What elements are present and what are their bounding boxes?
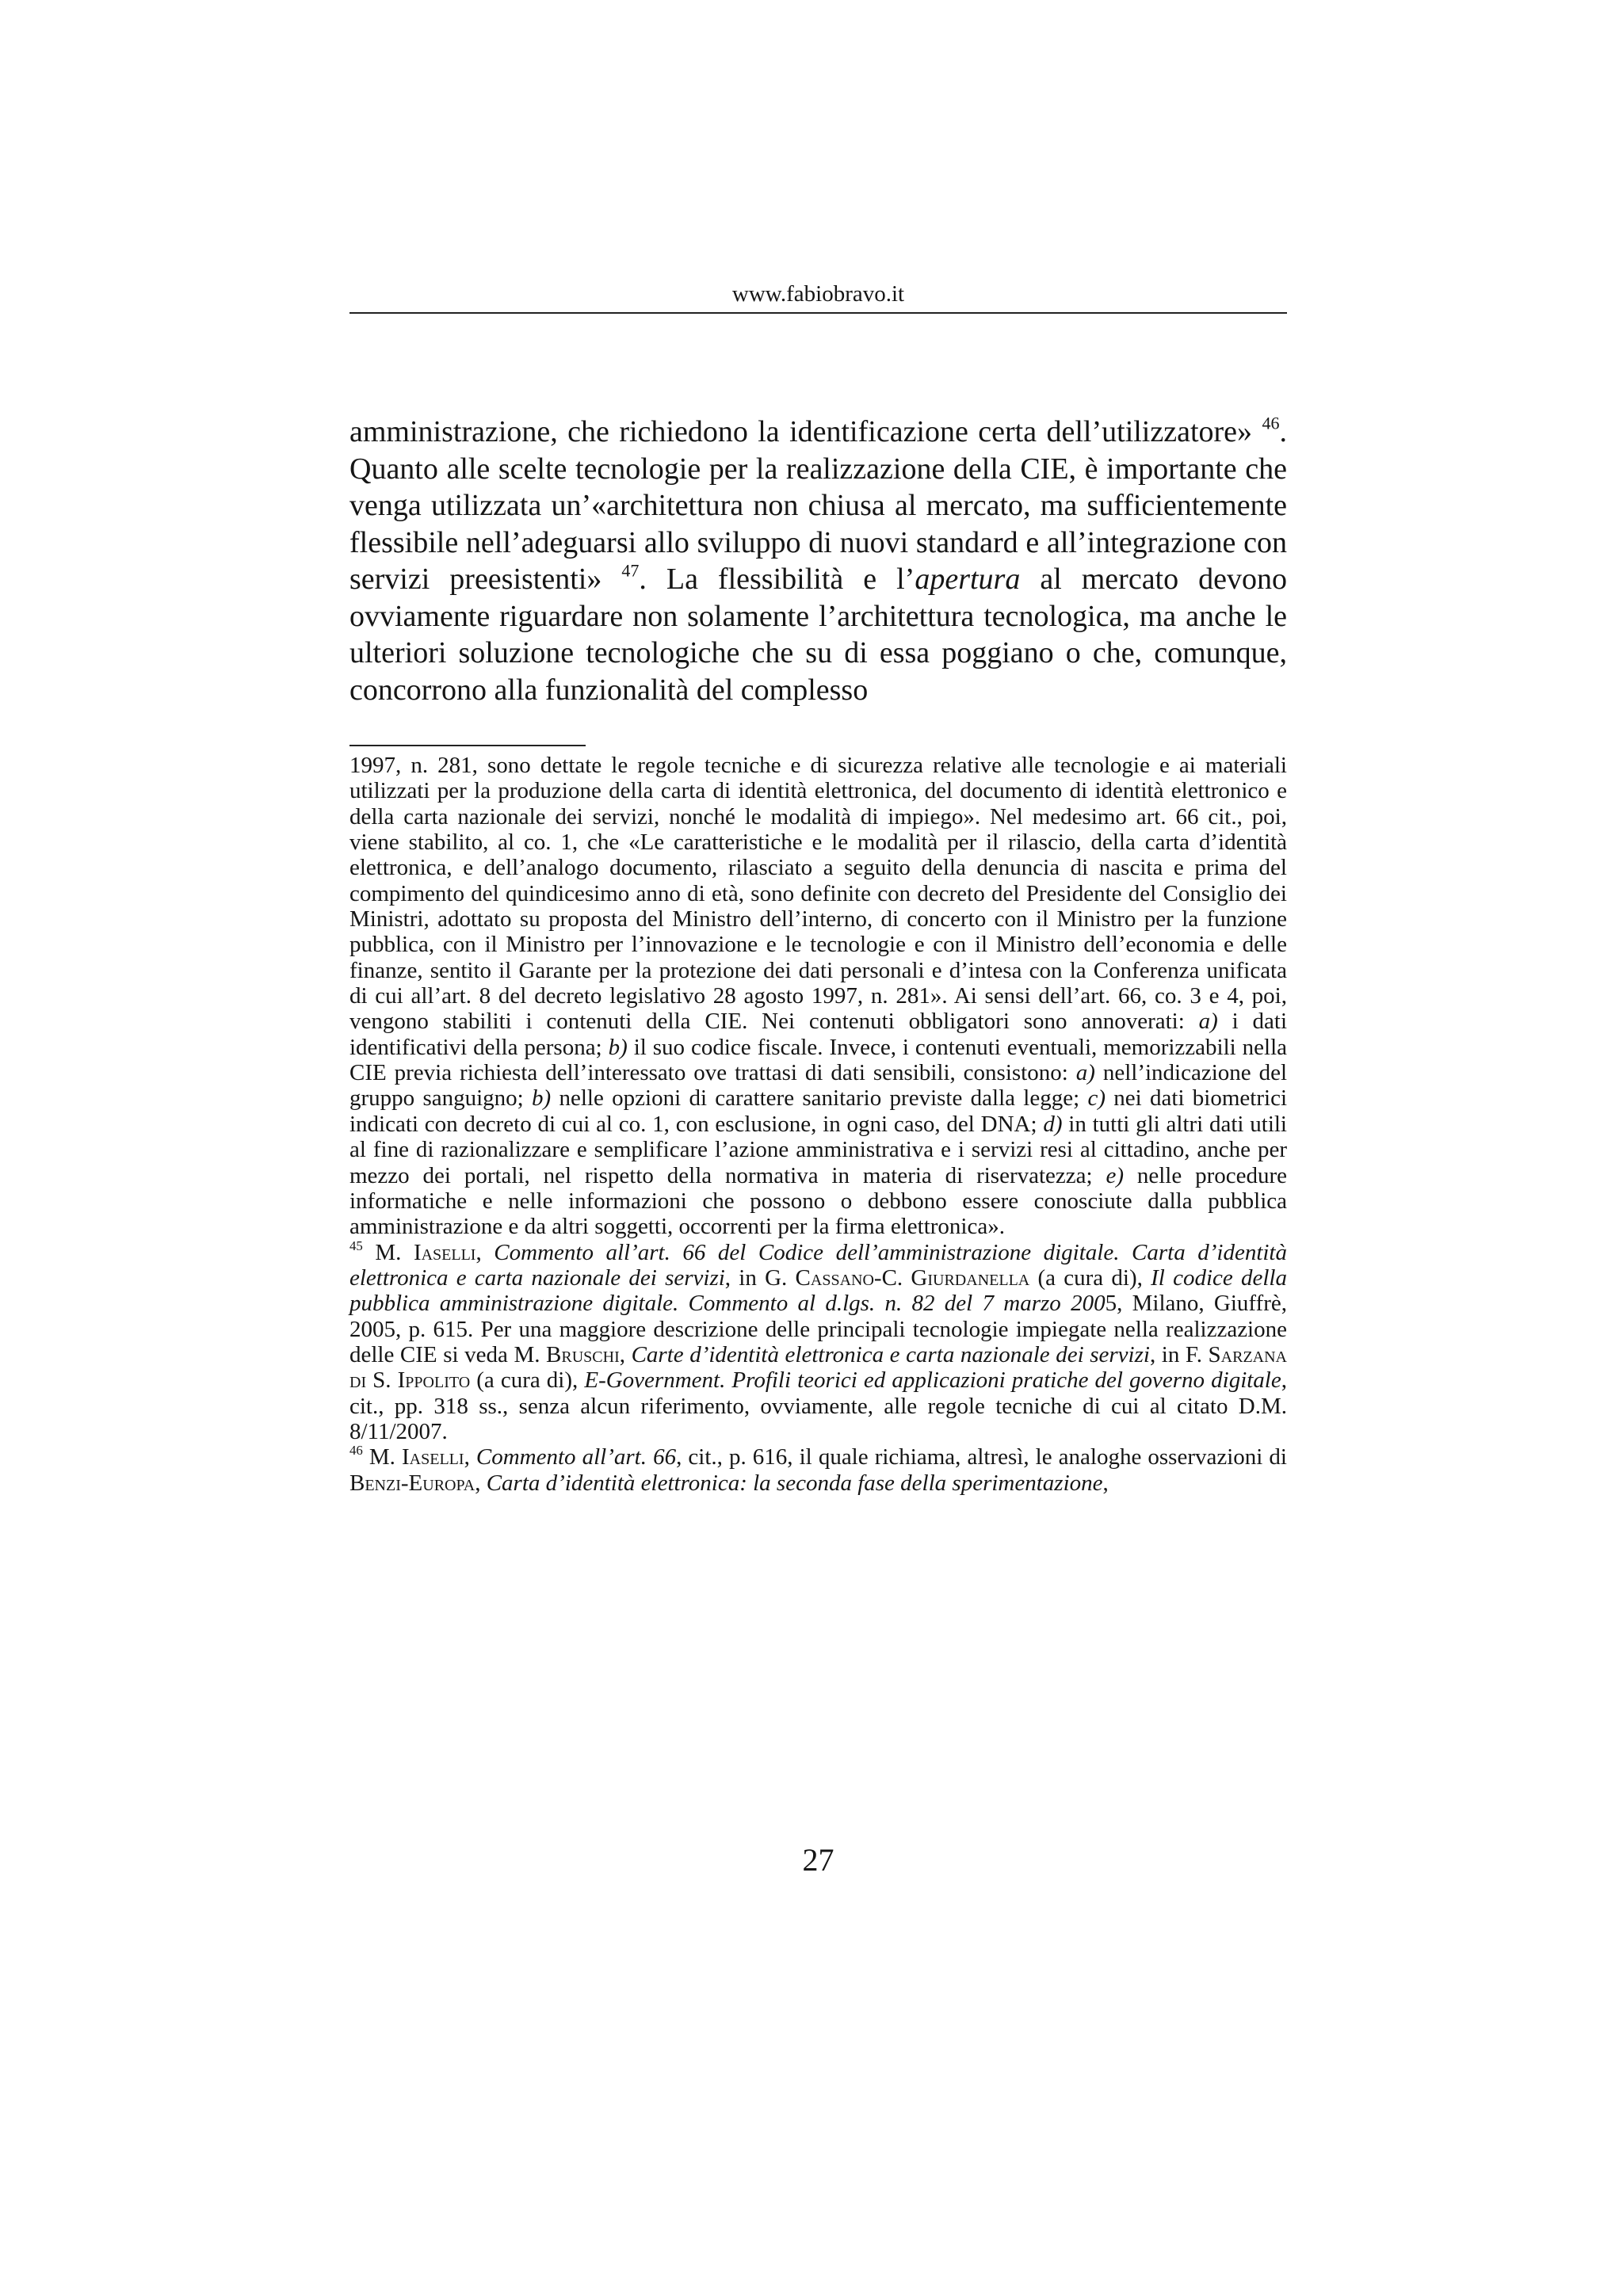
footnote-italic: a): [1198, 1009, 1218, 1035]
footnote-continued: [349, 753, 1287, 1240]
footnote-45: [349, 1240, 1287, 1445]
body-emphasis: apertura: [915, 563, 1021, 596]
footnote-46: [349, 1444, 1287, 1496]
footnote-text: , cit., pp. 318 ss., senza alcun riferimento, ovviamente, alle regole tecniche di cui al citato D.M. 8/11/2007.: [349, 1367, 1287, 1444]
footnote-text: ,: [619, 1341, 632, 1367]
footnote-text: , in G.: [724, 1264, 796, 1291]
footnote-italic: e): [1106, 1162, 1124, 1188]
footnote-text: 1997, n. 281, sono dettate le regole tecniche e di sicurezza relative alle tecnologie e ai materiali utilizzati per la produzione della carta di identità elettronica, del documento di identità elettronico e della carta nazionale dei servizi, nonché le modalità di impiego». Nel medesimo art. 66 cit., poi, viene stabilito, al co. 1, che «Le caratteristiche e le modalità per il rilascio, della carta d’identità elettronica, e dell’analogo documento, rilasciato a seguito della denuncia di nascita e prima del compimento del quindicesimo anno di età, sono definite con decreto del Presidente del Consiglio dei Ministri, adottato su proposta del Ministro dell’interno, di concerto con il Ministro per la funzione pubblica, con il Ministro per l’innovazione e le tecnologie e con il Ministro dell’economia e delle finanze, sentito il Garante per la protezione dei dati personali e d’intesa con la Conferenza unificata di cui all’art. 8 del decreto legislativo 28 agosto 1997, n. 281». Ai sensi dell’art. 66, co. 3 e 4, poi, vengono stabiliti i contenuti della CIE. Nei contenuti obbligatori sono annoverati:: [349, 753, 1287, 1035]
citation-title: Carte d’identità elettronica e carta nazionale dei servizi: [631, 1341, 1150, 1367]
footnote-text: , in F.: [1149, 1341, 1209, 1367]
footnote-text: 5, Milano, Giuffrè, 2005, p. 615. Per una maggiore descrizione delle principali tecnologie impiegate nella realizzazione delle CIE si veda M.: [349, 1291, 1287, 1367]
author-name: Iaselli: [413, 1239, 476, 1265]
citation-title: Commento all’art. 66: [475, 1444, 677, 1470]
footnote-separator: [349, 745, 586, 746]
footnote-text: (a cura di),: [1029, 1264, 1151, 1291]
footnote-text: nelle procedure informatiche e nelle informazioni che possono o debbono essere conosciute dalla pubblica amministrazione e da altri soggetti, occorrenti per la firma elettronica».: [349, 1162, 1287, 1240]
body-text: amministrazione, che richiedono la identificazione certa dell’utilizzatore»: [349, 415, 1262, 448]
footnote-ref-47: 47: [621, 560, 640, 581]
author-name: Giurdanella: [911, 1264, 1030, 1291]
footnote-text: in tutti gli altri dati utili al fine di razionalizzare e semplificare l’azione amministrativa e i servizi resi al cittadino, anche per mezzo dei portali, nel rispetto della normativa in materia di riservatezza;: [349, 1111, 1287, 1188]
body-text: . La flessibilità e l’: [639, 563, 915, 596]
page-number: 27: [802, 1842, 834, 1878]
body-paragraph: [349, 414, 1287, 708]
footnote-text: ,: [1102, 1470, 1109, 1496]
footnote-text: M.: [362, 1239, 414, 1265]
footnote-italic: d): [1043, 1111, 1063, 1137]
footnote-italic: b): [608, 1034, 628, 1060]
citation-title: Commento all’art. 66 del Codice dell’amministrazione digitale. Carta d’identità elettronica e carta nazionale dei servizi: [349, 1239, 1287, 1291]
footnote-text: i dati identificativi della persona;: [349, 1009, 1288, 1060]
header-rule: [349, 312, 1287, 314]
footnote-italic: a): [1075, 1060, 1095, 1086]
footnotes: [349, 753, 1287, 1496]
footnote-number: 46: [349, 1443, 363, 1459]
citation-title: Il codice della pubblica amministrazione digitale. Commento al d.lgs. n. 82 del 7 marzo 200: [349, 1264, 1287, 1317]
body-text: . Quanto alle scelte tecnologie per la realizzazione della CIE, è importante che venga utilizzata un’«architettura non chiusa al mercato, ma sufficientemente flessibile nell’adeguarsi allo sviluppo di nuovi standard e all’integrazione con servizi preesistenti»: [349, 415, 1287, 596]
author-name: Bruschi: [546, 1341, 620, 1367]
author-name: Iaselli: [402, 1444, 464, 1470]
footnote-text: ,: [475, 1239, 495, 1265]
footnote-italic: c): [1087, 1085, 1106, 1112]
body-text: al mercato devono ovviamente riguardare non solamente l’architettura tecnologica, ma anche le ulteriori soluzione tecnologiche che su di essa poggiano o che, comunque, concorrono alla funzionalità del complesso: [349, 563, 1287, 707]
footnote-text: , cit., p. 616, il quale richiama, altresì, le analoghe osservazioni di: [676, 1444, 1287, 1470]
footnote-text: nei dati biometrici indicati con decreto di cui al co. 1, con esclusione, in ogni caso, del DNA;: [349, 1085, 1287, 1137]
citation-title: E-Government. Profili teorici ed applicazioni pratiche del governo digitale: [584, 1367, 1281, 1394]
footnote-text: (a cura di),: [470, 1367, 585, 1394]
footnote-text: nell’indicazione del gruppo sanguigno;: [349, 1060, 1287, 1112]
citation-title: Carta d’identità elettronica: la seconda fase della sperimentazione: [486, 1470, 1103, 1496]
author-name: Benzi-Europa: [349, 1470, 475, 1496]
author-name: Sarzana di S. Ippolito: [349, 1341, 1287, 1394]
footnote-text: M.: [362, 1444, 403, 1470]
footnote-text: ,: [475, 1470, 487, 1496]
footnote-ref-46: 46: [1262, 413, 1280, 433]
footnote-text: nelle opzioni di carattere sanitario previste dalla legge;: [551, 1085, 1088, 1112]
author-name: Cassano: [795, 1264, 874, 1291]
footnote-text: il suo codice fiscale. Invece, i contenuti eventuali, memorizzabili nella CIE previa richiesta dell’interessato ove trattasi di dati sensibili, consistono:: [349, 1034, 1287, 1086]
footnote-text: ,: [464, 1444, 476, 1470]
running-header: www.fabiobravo.it: [731, 281, 905, 307]
footnote-text: -C.: [873, 1264, 911, 1291]
footnote-italic: b): [532, 1085, 552, 1112]
footnote-number: 45: [349, 1238, 363, 1253]
